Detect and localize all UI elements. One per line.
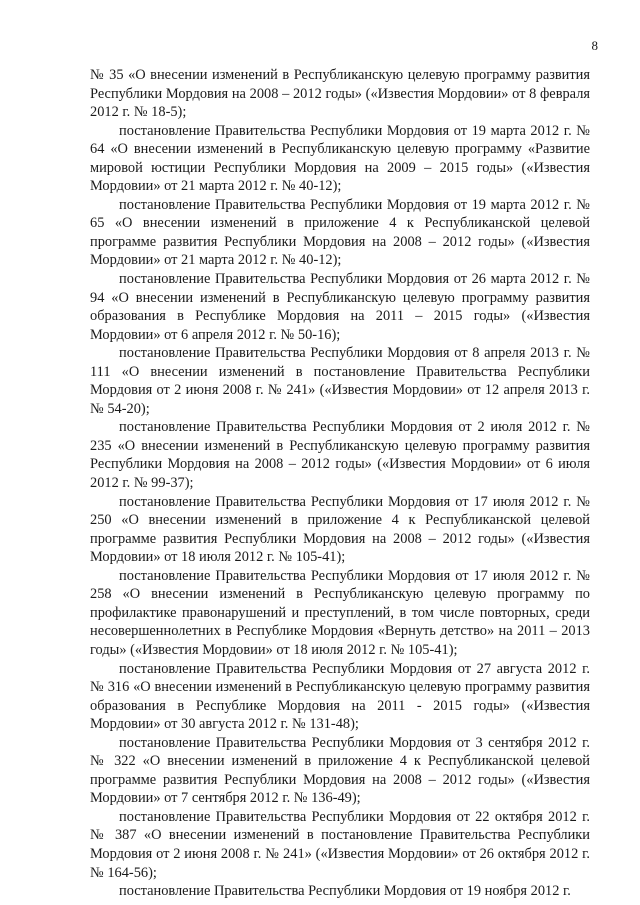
paragraph: постановление Правительства Республики Мордовия от 17 июля 2012 г. № 250 «О внесении изменений в приложение 4 к Республиканской целевой программе развития Республики Мордовия на 2008 – 2012 годы» («Известия Мордовии» от 18 июля 2012 г. № 105-41); xyxy=(90,493,590,566)
paragraph: постановление Правительства Республики Мордовия от 2 июля 2012 г. № 235 «О внесении изменений в Республиканскую целевую программу развития Республики Мордовия на 2008 – 2012 годы» («Известия Мордовии» от 6 июля 2012 г. № 99-37); xyxy=(90,419,590,492)
paragraph: постановление Правительства Республики Мордовия от 3 сентября 2012 г. № 322 «О внесении изменений в приложение 4 к Республиканской целевой программе развития Республики Мордовия на 2008 – 2012 годы» («Известия Мордовии» от 7 сентября 2012 г. № 136-49); xyxy=(90,734,590,807)
paragraph: постановление Правительства Республики Мордовия от 19 марта 2012 г. № 64 «О внесении изменений в Республиканскую целевую программу «Развитие мировой юстиции Республики Мордовия на 2009 – 2015 годы» («Известия Мордовии» от 21 марта 2012 г. № 40-12); xyxy=(90,122,590,195)
paragraph: постановление Правительства Республики Мордовия от 26 марта 2012 г. № 94 «О внесении изменений в Республиканскую целевую программу развития образования в Республике Мордовия на 2011 – 2015 годы» («Известия Мордовии» от 6 апреля 2012 г. № 50-16); xyxy=(90,271,590,343)
paragraph: № 35 «О внесении изменений в Республиканскую целевую программу развития Республики Мордовия на 2008 – 2012 годы» («Известия Мордовии» от 8 февраля 2012 г. № 18-5); xyxy=(90,67,590,121)
paragraph: постановление Правительства Республики Мордовия от 17 июля 2012 г. № 258 «О внесении изменений в Республиканскую целевую программу по профилактике правонарушений и преступлений, в том числе повторных, среди несовершеннолетних в Республике Мордовия «Вернуть детство» на 2011 – 2013 годы» («Известия Мордовии» от 18 июля 2012 г. № 105-41); xyxy=(90,567,590,658)
document-body xyxy=(90,66,590,901)
page-number: 8 xyxy=(591,38,598,53)
paragraph: постановление Правительства Республики Мордовия от 8 апреля 2013 г. № 111 «О внесении изменений в постановление Правительства Республики Мордовия от 2 июня 2008 г. № 241» («Известия Мордовии» от 12 апреля 2013 г. № 54-20); xyxy=(90,345,590,417)
paragraph: постановление Правительства Республики Мордовия от 22 октября 2012 г. № 387 «О внесении изменений в постановление Правительства Республики Мордовия от 2 июня 2008 г. № 241» («Известия Мордовии» от 26 октября 2012 г. № 164-56); xyxy=(90,808,590,881)
paragraph: постановление Правительства Республики Мордовия от 27 августа 2012 г. № 316 «О внесении изменений в Республиканскую целевую программу развития образования в Республике Мордовия на 2011 - 2015 годы» («Известия Мордовии» от 30 августа 2012 г. № 131-48); xyxy=(90,660,590,733)
paragraph: постановление Правительства Республики Мордовия от 19 марта 2012 г. № 65 «О внесении изменений в приложение 4 к Республиканской целевой программе развития Республики Мордовия на 2008 – 2012 годы» («Известия Мордовии» от 21 марта 2012 г. № 40-12); xyxy=(90,196,590,269)
paragraph: постановление Правительства Республики Мордовия от 19 ноября 2012 г. xyxy=(119,883,571,900)
